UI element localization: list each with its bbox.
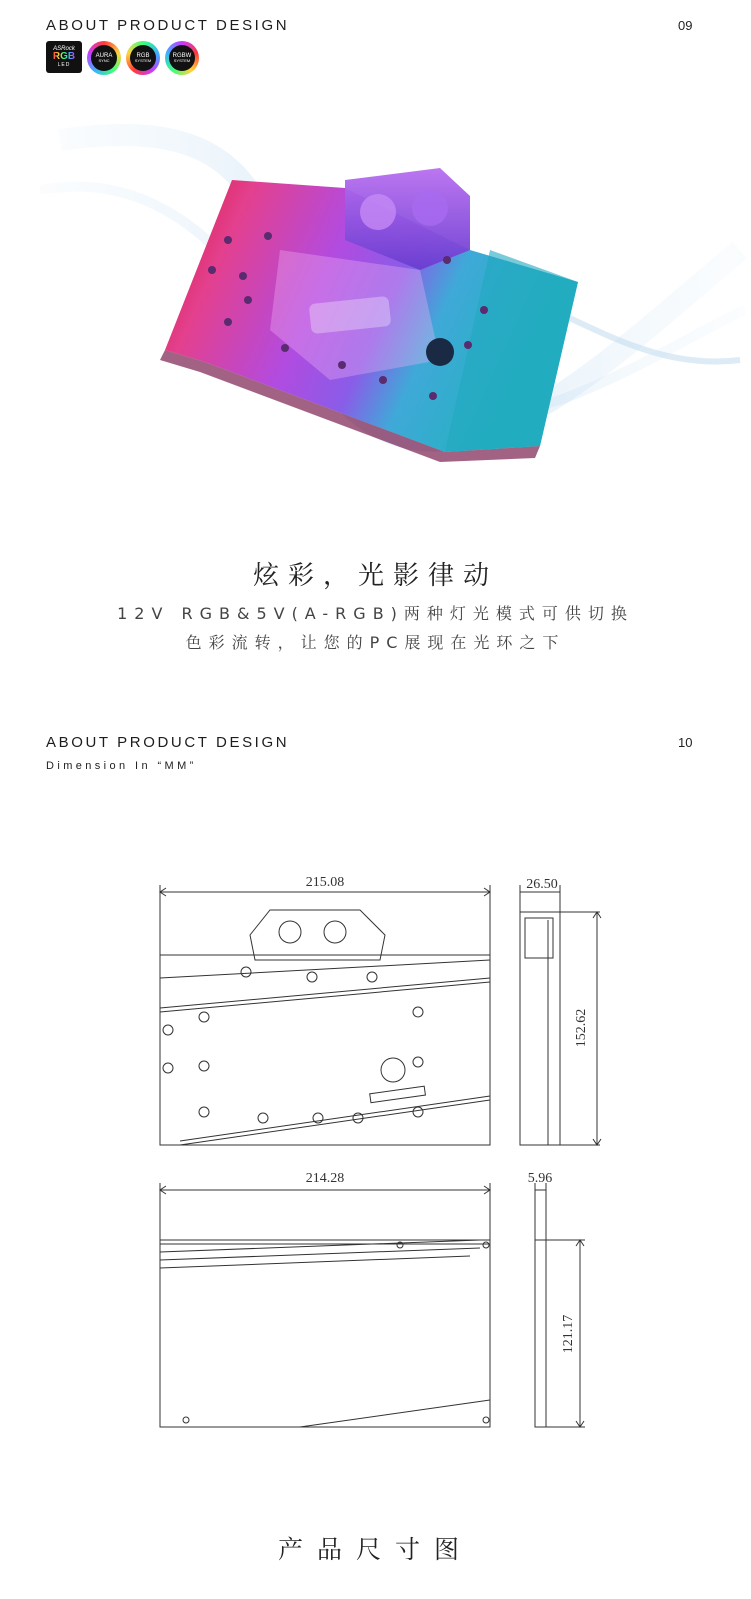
aura-sync-icon [87,41,121,75]
section2-heading: ABOUT PRODUCT DESIGN [46,734,290,751]
rgb-system-icon [126,41,160,75]
bottom-width-label: 214.28 [305,1171,345,1186]
rgb-system-sub-label: SYSTEM [134,58,152,64]
bottom-depth-label: 5.96 [527,1171,553,1186]
section1-desc-line1: 12V RGB&5V(A-RGB)两种灯光模式可供切换 [117,604,634,623]
section2-caption: 产品尺寸图 [277,1535,473,1564]
section1-title: 炫彩，光影律动 [252,561,498,591]
dimension-drawing [0,860,751,1440]
rgb-compatibility-badges [46,41,199,75]
top-height-label: 152.62 [574,1008,589,1048]
rgbw-system-icon [165,41,199,75]
section1-desc-line2: 色彩流转，让您的PC展现在光环之下 [185,633,566,652]
asrock-rgb-led-icon [46,41,82,73]
rgb-system-label: RGB [136,52,150,59]
sync-label: SYNC [98,58,110,64]
bottom-height-label: 121.17 [561,1314,576,1354]
section1-page-number: 09 [678,18,693,33]
section2-subheading: Dimension In “MM” [46,760,197,772]
asrock-brand-label: ASRock [53,46,75,52]
section2-page-number: 10 [678,735,693,750]
rgbw-label: RGBW [172,52,192,59]
top-width-label: 215.08 [305,875,345,890]
section1-heading: ABOUT PRODUCT DESIGN [46,17,290,34]
gpu-water-block-image [0,100,751,500]
asrock-rgb-label: RGB [52,51,76,62]
top-depth-label: 26.50 [526,877,558,892]
rgbw-system-sub-label: SYSTEM [173,58,191,64]
asrock-led-label: LED [57,62,71,68]
aura-label: AURA [95,52,113,59]
